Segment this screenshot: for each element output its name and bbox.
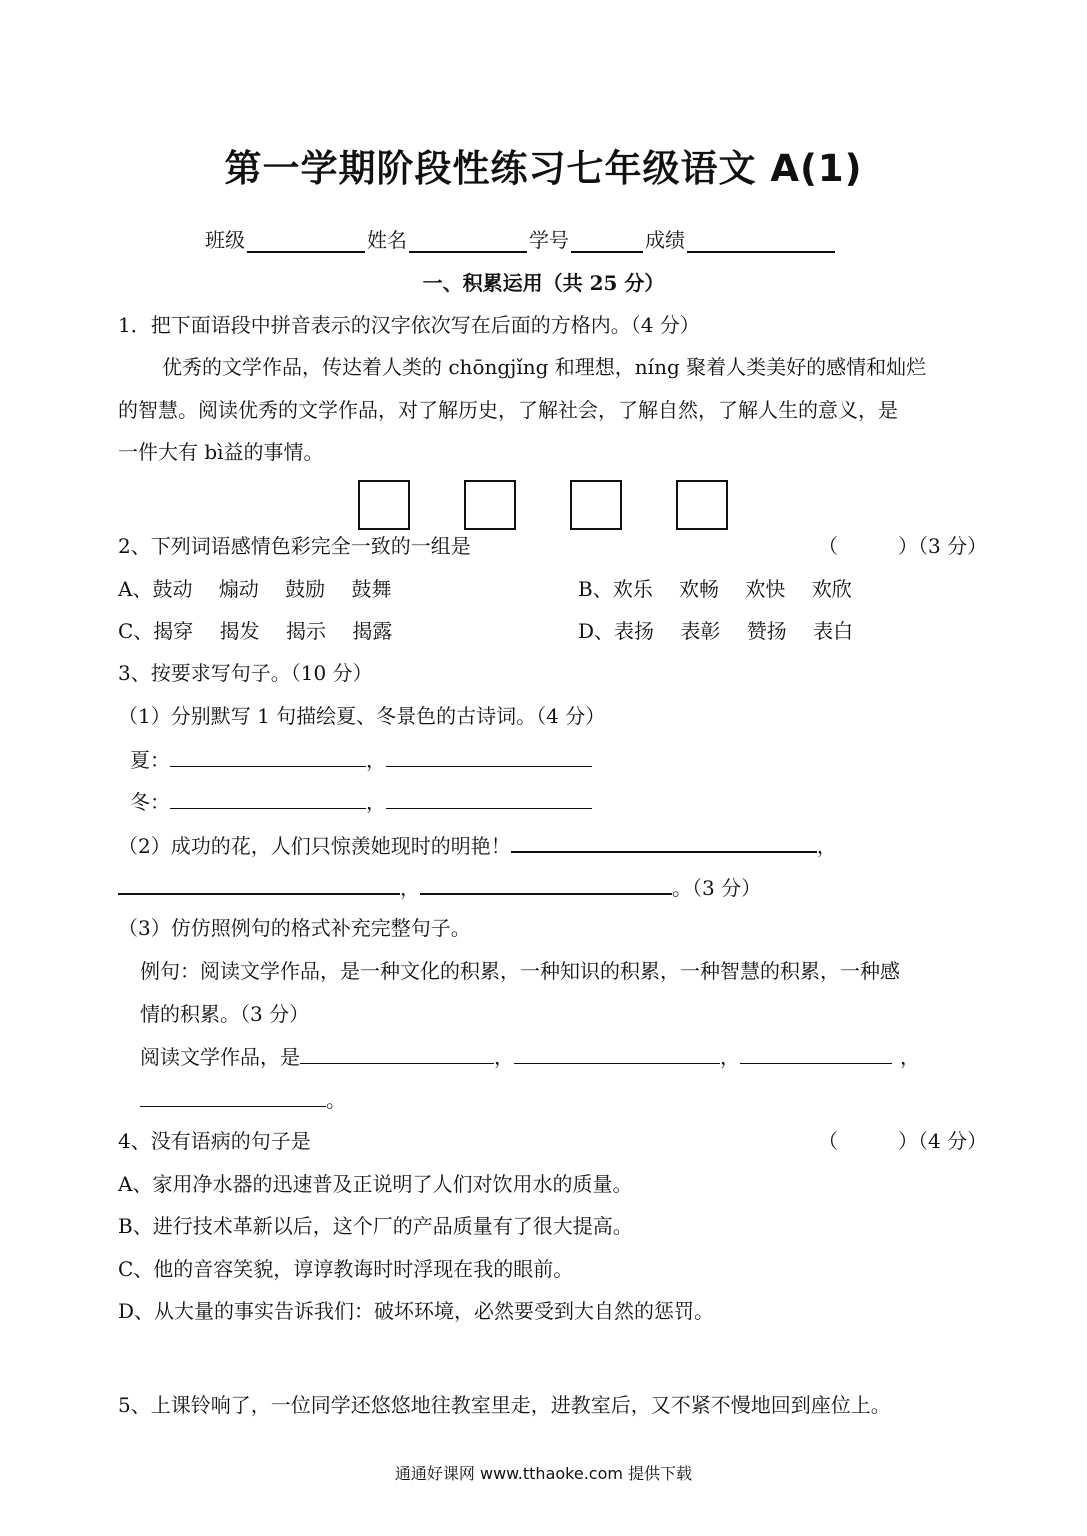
score-label: 成绩 bbox=[645, 228, 685, 252]
q4-option-d: D、从大量的事实告诉我们：破坏环境，必然要受到大自然的惩罚。 bbox=[118, 1299, 715, 1323]
q4-stem: 4、没有语病的句子是 bbox=[118, 1129, 311, 1153]
fill-line bbox=[140, 1043, 920, 1070]
q2-option-a: A、鼓动 煽动 鼓励 鼓舞 bbox=[118, 577, 392, 601]
q3-sub-2 bbox=[118, 831, 837, 859]
q1-stem: 1．把下面语段中拼音表示的汉字依次写在后面的方格内。（4 分） bbox=[118, 313, 700, 337]
name-label: 姓名 bbox=[367, 228, 407, 252]
answer-box-3[interactable] bbox=[570, 480, 622, 530]
q3-sub-2-comma-2: ， bbox=[400, 876, 420, 900]
winter-blank-1[interactable] bbox=[170, 788, 366, 809]
q3-sub-2-continued bbox=[118, 873, 761, 901]
q3-sub-2-blank-1[interactable] bbox=[511, 831, 817, 853]
class-blank[interactable] bbox=[247, 229, 365, 253]
summer-line bbox=[130, 746, 592, 773]
q3-stem: 3、按要求写句子。（10 分） bbox=[118, 661, 373, 685]
q1-paragraph-line-3: 一件大有 bì益的事情。 bbox=[118, 440, 324, 464]
q3-sub-2-end: 。（3 分） bbox=[672, 876, 762, 900]
q4-score: （ ）（4 分） bbox=[818, 1129, 988, 1153]
q1-paragraph-line-2: 的智慧。阅读优秀的文学作品，对了解历史，了解社会，了解自然，了解人生的意义，是 bbox=[118, 398, 898, 422]
example-line-1: 例句：阅读文学作品，是一种文化的积累，一种知识的积累，一种智慧的积累，一种感 bbox=[140, 959, 900, 983]
q3-sub-2-comma-1: ， bbox=[816, 834, 837, 858]
summer-comma: ， bbox=[366, 748, 386, 772]
q3-sub-3: （3）仿仿照例句的格式补充完整句子。 bbox=[118, 916, 471, 940]
answer-box-2[interactable] bbox=[464, 480, 516, 530]
score-blank[interactable] bbox=[687, 229, 835, 253]
fill-comma-2: ， bbox=[720, 1045, 740, 1069]
example-line-2: 情的积累。（3 分） bbox=[140, 1002, 310, 1026]
q2-option-d: D、表扬 表彰 赞扬 表白 bbox=[578, 619, 854, 643]
q2-option-c: C、揭穿 揭发 揭示 揭露 bbox=[118, 619, 393, 643]
winter-line bbox=[130, 788, 592, 815]
q4-option-c: C、他的音容笑貌，谆谆教诲时时浮现在我的眼前。 bbox=[118, 1257, 574, 1281]
q2-option-b: B、欢乐 欢畅 欢快 欢欣 bbox=[578, 577, 852, 601]
fill-line-2 bbox=[140, 1086, 346, 1113]
answer-box-4[interactable] bbox=[676, 480, 728, 530]
page-footer: 通通好课网 www.tthaoke.com 提供下载 bbox=[394, 1464, 693, 1483]
id-label: 学号 bbox=[529, 228, 569, 252]
page-title: 第一学期阶段性练习七年级语文 A(1) bbox=[224, 147, 863, 190]
q1-paragraph-line-1: 优秀的文学作品，传达着人类的 chōngjǐng 和理想，níng 聚着人类美好的感情和灿烂 bbox=[162, 355, 927, 379]
fill-blank-3[interactable] bbox=[740, 1043, 892, 1064]
name-blank[interactable] bbox=[409, 229, 527, 253]
fill-blank-1[interactable] bbox=[300, 1043, 494, 1064]
winter-blank-2[interactable] bbox=[386, 788, 592, 809]
class-label: 班级 bbox=[205, 228, 245, 252]
fill-comma-1: ， bbox=[494, 1045, 514, 1069]
q4-option-b: B、进行技术革新以后，这个厂的产品质量有了很大提高。 bbox=[118, 1214, 633, 1238]
summer-blank-2[interactable] bbox=[386, 746, 592, 767]
fill-prefix: 阅读文学作品，是 bbox=[140, 1045, 300, 1069]
q3-sub-1: （1）分别默写 1 句描绘夏、冬景色的古诗词。（4 分） bbox=[118, 704, 606, 728]
q2-score: （ ）（3 分） bbox=[818, 534, 988, 558]
winter-label: 冬： bbox=[130, 790, 170, 814]
q2-stem: 2、下列词语感情色彩完全一致的一组是 bbox=[118, 534, 471, 558]
summer-blank-1[interactable] bbox=[170, 746, 366, 767]
q3-sub-2-text: （2）成功的花，人们只惊羡她现时的明艳！ bbox=[118, 834, 511, 858]
winter-comma: ， bbox=[366, 790, 386, 814]
q3-sub-2-blank-2[interactable] bbox=[118, 873, 400, 895]
fill-comma-3: ， bbox=[900, 1045, 920, 1069]
section-heading: 一、积累运用（共 25 分） bbox=[422, 271, 665, 295]
student-info-row bbox=[205, 224, 837, 253]
q3-sub-2-blank-3[interactable] bbox=[420, 873, 672, 895]
id-blank[interactable] bbox=[571, 229, 643, 253]
fill-blank-2[interactable] bbox=[514, 1043, 720, 1064]
answer-box-1[interactable] bbox=[358, 480, 410, 530]
summer-label: 夏： bbox=[130, 748, 170, 772]
fill-period: 。 bbox=[326, 1088, 346, 1112]
fill-blank-4[interactable] bbox=[140, 1086, 326, 1107]
q4-option-a: A、家用净水器的迅速普及正说明了人们对饮用水的质量。 bbox=[118, 1172, 633, 1196]
q5-stem: 5、上课铃响了，一位同学还悠悠地往教室里走，进教室后，又不紧不慢地回到座位上。 bbox=[118, 1393, 891, 1417]
